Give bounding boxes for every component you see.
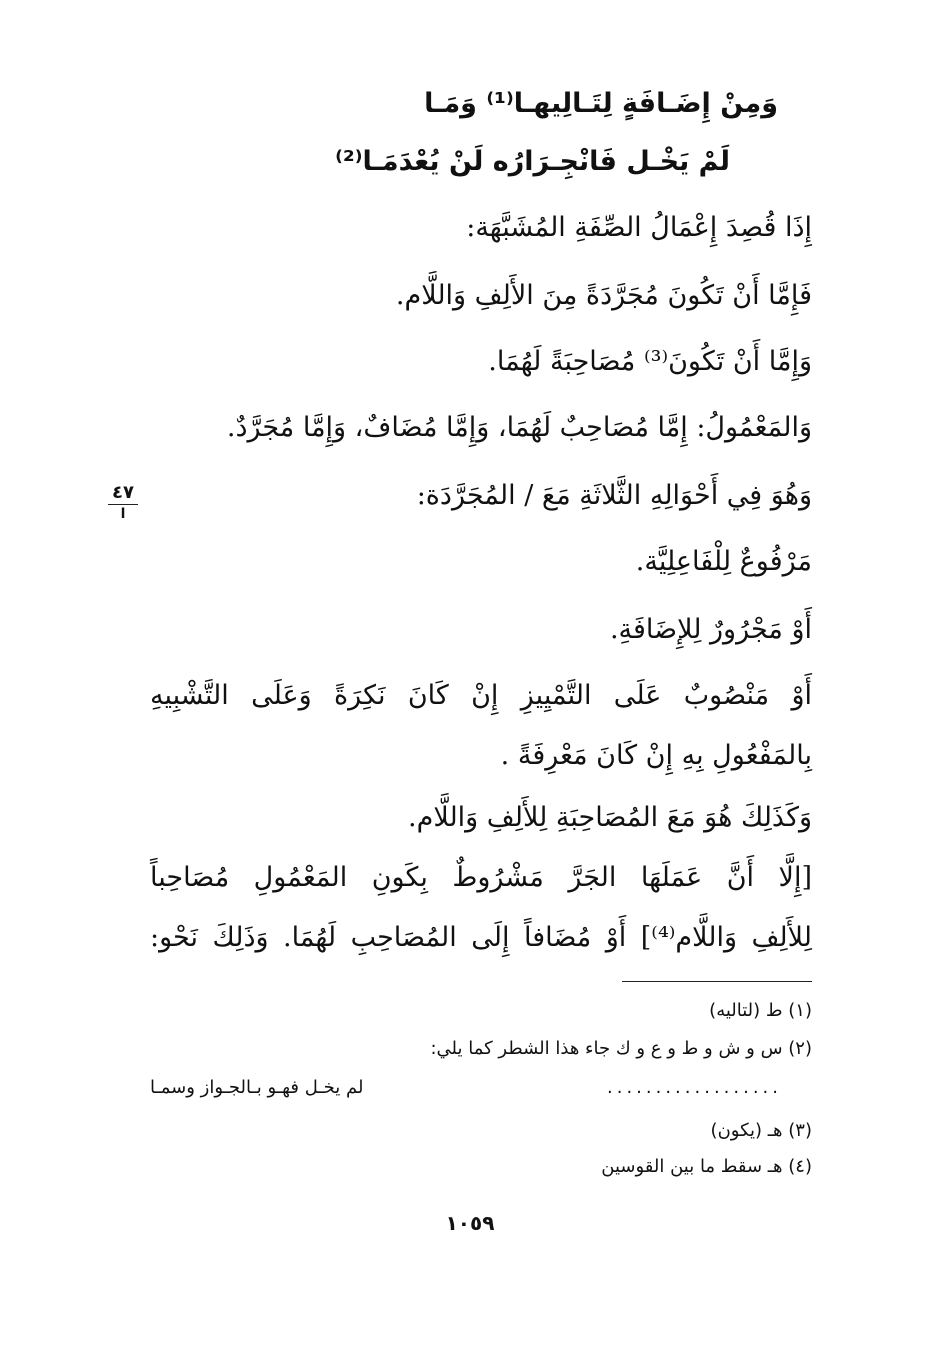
- body-line-3: وَإِمَّا أَنْ تَكُونَ⁽³⁾ مُصَاحِبَةً لَهُمَا.: [488, 346, 812, 377]
- footnote-2: (٢) س و ش و ط و ع و ك جاء هذا الشطر كما يلي:: [430, 1038, 812, 1059]
- body-line-8: أَوْ مَنْصُوبٌ عَلَى التَّمْيِيزِ إِنْ كَانَ نَكِرَةً وَعَلَى التَّشْبِيهِ: [150, 680, 812, 711]
- page-number: ١٠٥٩: [445, 1211, 495, 1235]
- margin-folio-side: ا: [120, 506, 126, 522]
- body-line-11: [إِلَّا أَنَّ عَمَلَهَا الجَرَّ مَشْرُوطٌ بِكَونِ المَعْمُولِ مُصَاحِباً: [150, 862, 812, 893]
- footnote-2-dots: ..................: [607, 1077, 782, 1098]
- margin-folio-number: ٤٧: [108, 482, 138, 505]
- body-line-7: أَوْ مَجْرُورٌ لِلإِضَافَةِ.: [609, 614, 812, 645]
- body-line-6: مَرْفُوعٌ لِلْفَاعِلِيَّة.: [635, 546, 812, 577]
- body-line-1: إِذَا قُصِدَ إِعْمَالُ الصِّفَةِ المُشَبَّهَة:: [466, 212, 812, 243]
- footnote-3: (٣) هـ (يكون): [710, 1120, 812, 1141]
- footnote-4: (٤) هـ سقط ما بين القوسين: [601, 1156, 812, 1177]
- verse-line-2: [170, 146, 730, 177]
- verse-line-1-text: وَمِنْ إِضَـافَةٍ لِتَـالِيهـا⁽¹⁾ وَمَـا: [424, 88, 778, 119]
- body-line-12: لِلأَلِفِ وَاللَّام⁽⁴⁾] أَوْ مُضَافاً إِلَى المُصَاحِبِ لَهُمَا. وَذَلِكَ نَحْو:: [150, 922, 812, 953]
- body-line-9: بِالمَفْعُولِ بِهِ إِنْ كَانَ مَعْرِفَةً .: [500, 740, 812, 771]
- verse-line-2-text: لَمْ يَخْـل فَانْجِـرَارُه لَنْ يُعْدَمَـا⁽²⁾: [335, 146, 730, 177]
- body-line-2: فَإِمَّا أَنْ تَكُونَ مُجَرَّدَةً مِنَ الأَلِفِ وَاللَّام.: [395, 280, 812, 311]
- footnote-1: (١) ط (لتاليه): [709, 1000, 812, 1021]
- verse-line-1: [138, 88, 778, 119]
- body-line-4: وَالمَعْمُولُ: إِمَّا مُصَاحِبٌ لَهُمَا، وَإِمَّا مُضَافٌ، وَإِمَّا مُجَرَّدٌ.: [226, 412, 812, 443]
- footnote-2-hemistich: لم يخـل فهـو بـالجـواز وسمـا: [150, 1077, 364, 1098]
- body-line-5: وَهُوَ فِي أَحْوَالِهِ الثَّلاثَةِ مَعَ / المُجَرَّدَة:: [416, 480, 812, 511]
- body-line-10: وَكَذَلِكَ هُوَ مَعَ المُصَاحِبَةِ لِلأَلِفِ وَاللَّام.: [408, 802, 812, 833]
- footnote-separator: [622, 981, 812, 982]
- margin-folio-note: [108, 482, 138, 522]
